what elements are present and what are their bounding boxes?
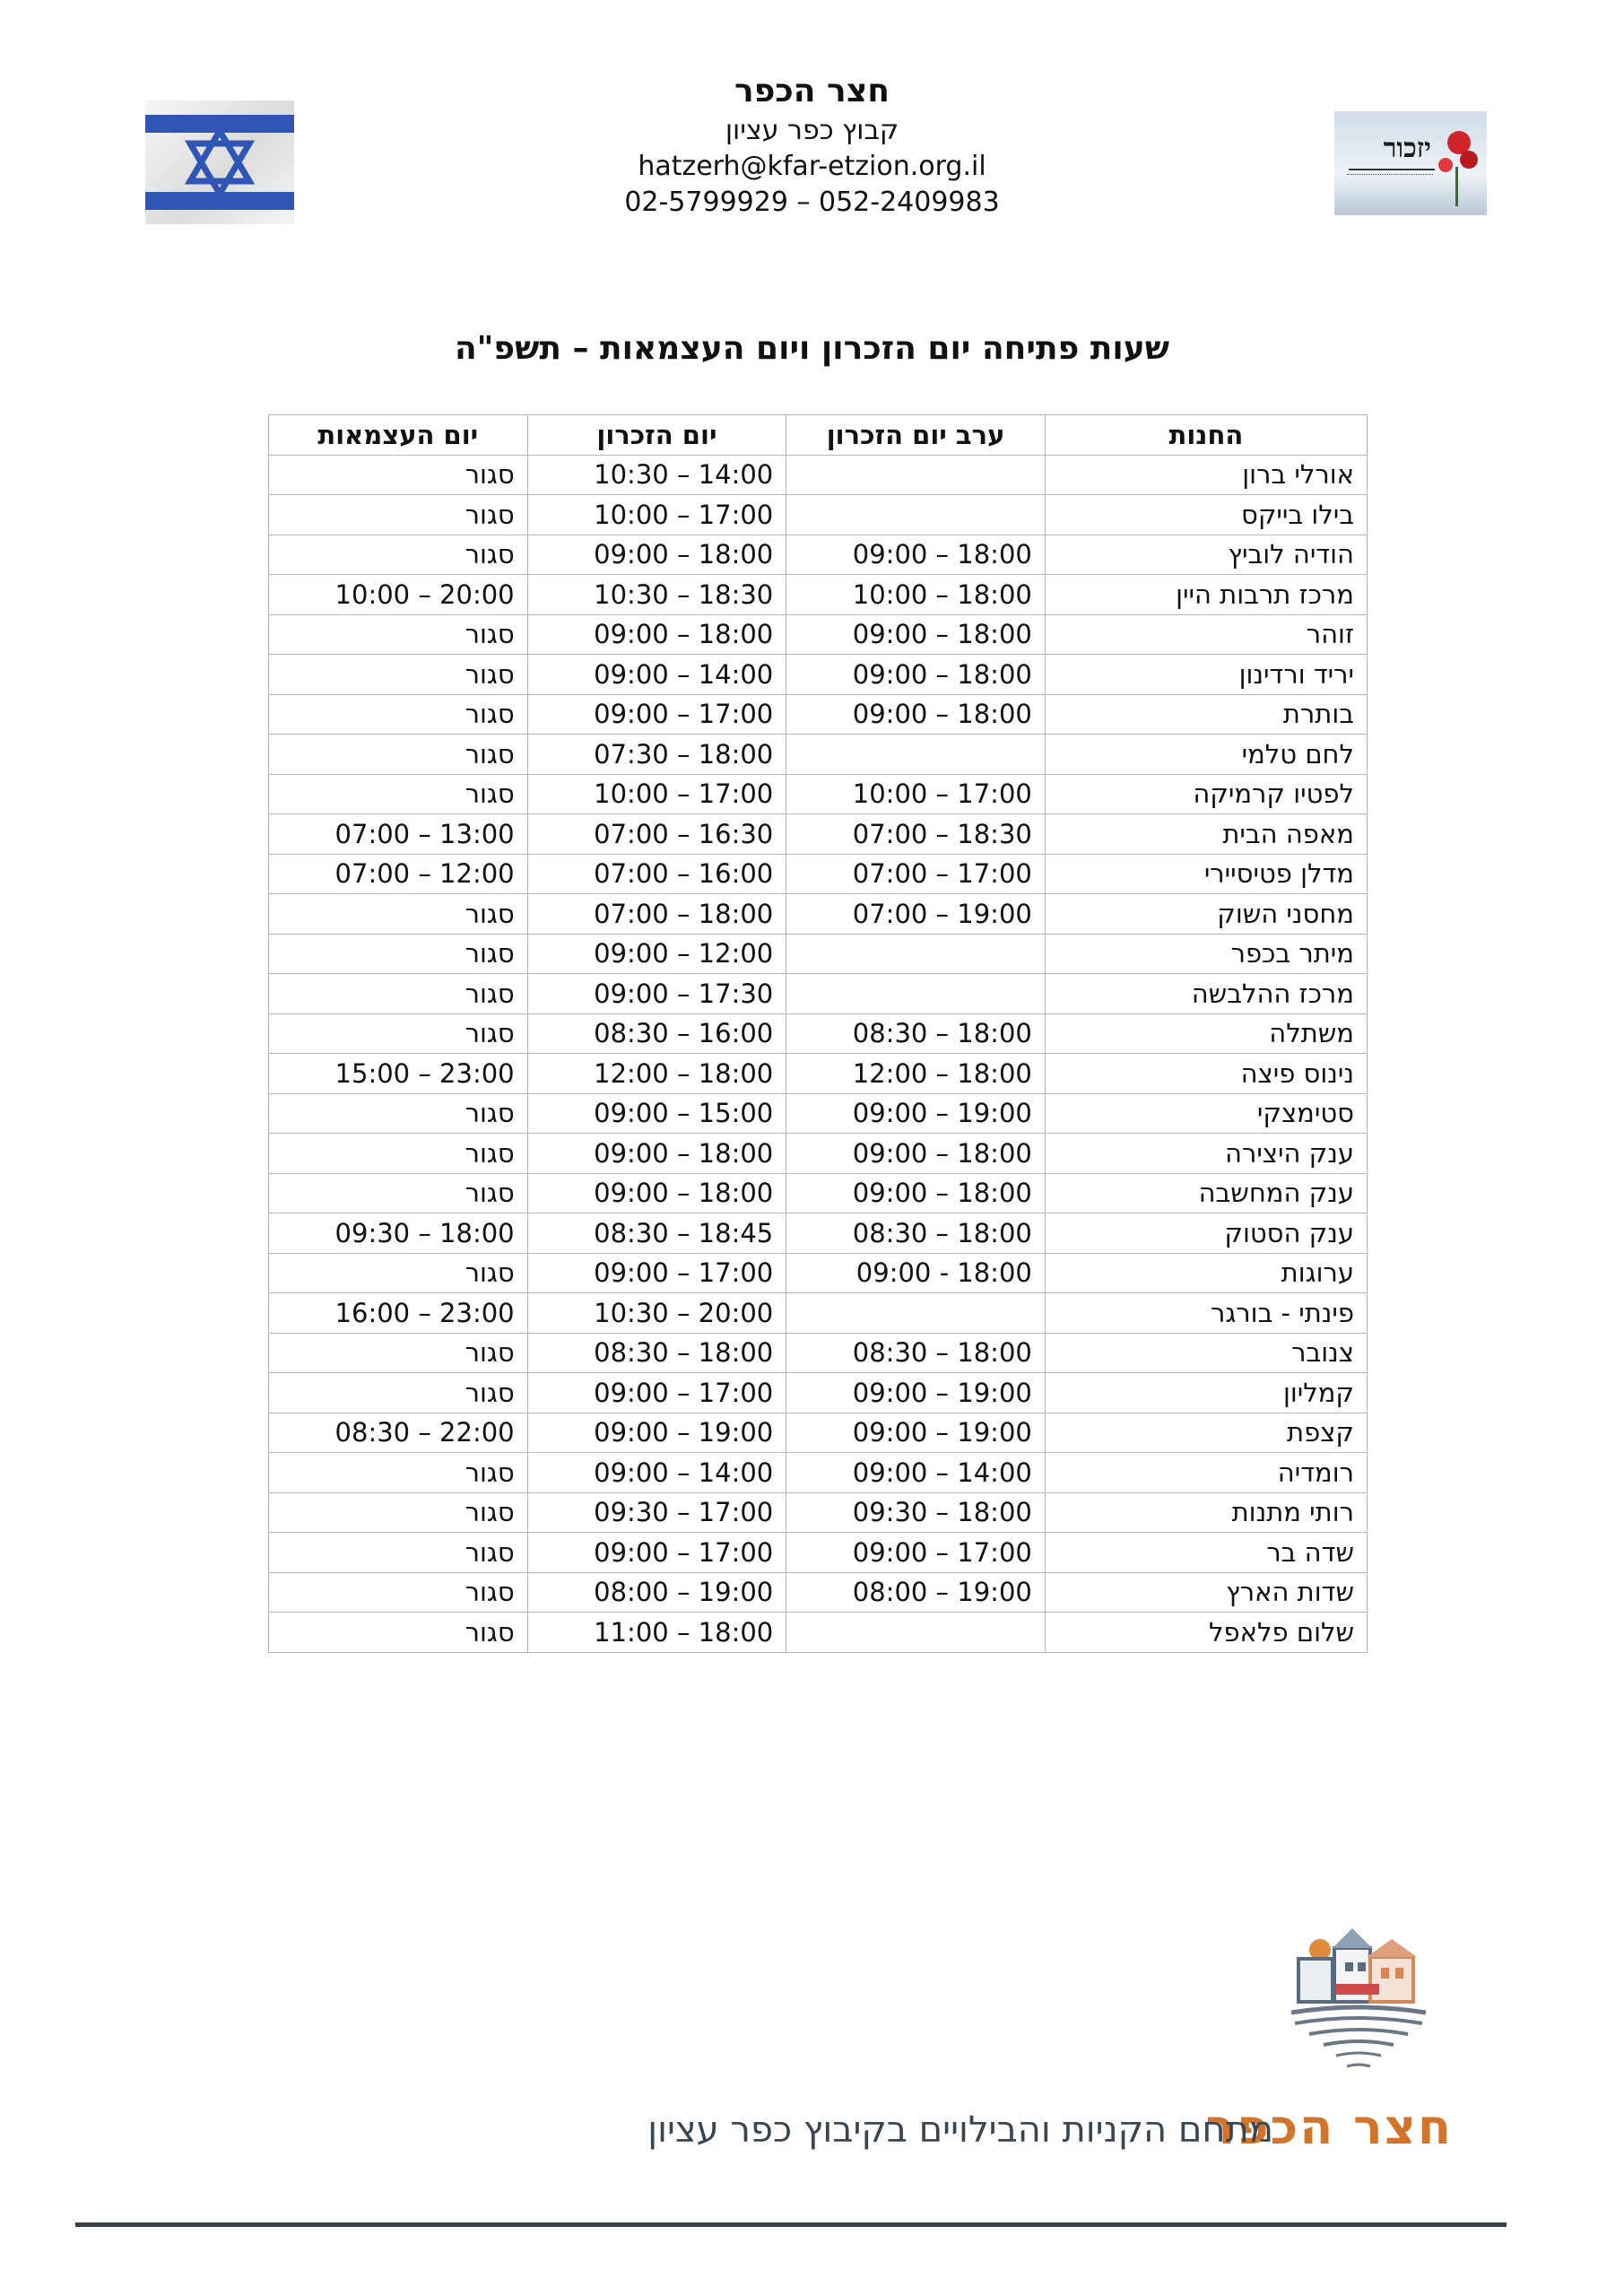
memorial-eve-hours-cell: 07:00 – 18:30 (786, 814, 1046, 855)
store-name-cell: לחם טלמי (1045, 735, 1367, 775)
independence-day-hours-cell: סגור (269, 774, 528, 814)
organization-subtitle: קבוץ כפר עציון (725, 115, 899, 146)
store-name-cell: שדות הארץ (1045, 1572, 1367, 1613)
store-name-cell: אורלי ברון (1045, 455, 1367, 495)
memorial-day-hours-cell: 07:00 – 16:30 (527, 814, 786, 855)
memorial-eve-hours-cell (786, 495, 1046, 535)
independence-day-hours-cell: סגור (269, 735, 528, 775)
memorial-day-hours-cell: 09:00 – 18:00 (527, 614, 786, 655)
table-row (269, 894, 1368, 935)
document-title: שעות פתיחה יום הזכרון ויום העצמאות – תשפ"ה (454, 330, 1170, 367)
memorial-eve-hours-cell: 10:00 – 18:00 (786, 575, 1046, 615)
table-row (269, 1613, 1368, 1653)
memorial-day-hours-cell: 07:30 – 18:00 (527, 735, 786, 775)
table-row (269, 614, 1368, 655)
store-name-cell: סטימצקי (1045, 1093, 1367, 1134)
memorial-eve-hours-cell: 09:30 – 18:00 (786, 1492, 1046, 1533)
independence-day-hours-cell: סגור (269, 495, 528, 535)
store-name-cell: רומדיה (1045, 1453, 1367, 1493)
independence-day-hours-cell: סגור (269, 1173, 528, 1213)
column-header-independence-day: יום העצמאות (269, 415, 528, 456)
table-row (269, 1213, 1368, 1254)
memorial-eve-hours-cell (786, 1613, 1046, 1653)
memorial-eve-hours-cell (786, 934, 1046, 974)
store-name-cell: לפטיו קרמיקה (1045, 774, 1367, 814)
independence-day-hours-cell: סגור (269, 1373, 528, 1413)
store-name-cell: שלום פלאפל (1045, 1613, 1367, 1653)
independence-day-hours-cell: סגור (269, 1134, 528, 1174)
store-name-cell: משתלה (1045, 1013, 1367, 1054)
store-name-cell: רותי מתנות (1045, 1492, 1367, 1533)
table-row (269, 934, 1368, 974)
memorial-day-hours-cell: 10:00 – 17:00 (527, 495, 786, 535)
memorial-day-hours-cell: 10:30 – 20:00 (527, 1293, 786, 1334)
independence-day-hours-cell: סגור (269, 974, 528, 1014)
store-name-cell: בותרת (1045, 694, 1367, 735)
table-row (269, 1173, 1368, 1213)
table-row (269, 974, 1368, 1014)
store-name-cell: קמליון (1045, 1373, 1367, 1413)
independence-day-hours-cell: סגור (269, 655, 528, 695)
column-header-store: החנות (1045, 415, 1367, 456)
table-row (269, 1134, 1368, 1174)
memorial-day-hours-cell: 08:30 – 18:00 (527, 1333, 786, 1373)
column-header-memorial-eve: ערב יום הזכרון (786, 415, 1046, 456)
independence-day-hours-cell: 15:00 – 23:00 (269, 1054, 528, 1094)
memorial-eve-hours-cell: 09:00 – 14:00 (786, 1453, 1046, 1493)
table-row (269, 1333, 1368, 1373)
table-row (269, 694, 1368, 735)
independence-day-hours-cell: 07:00 – 12:00 (269, 854, 528, 894)
memorial-eve-hours-cell: 12:00 – 18:00 (786, 1054, 1046, 1094)
memorial-eve-hours-cell: 09:00 – 18:00 (786, 1173, 1046, 1213)
memorial-eve-hours-cell: 08:00 – 19:00 (786, 1572, 1046, 1613)
store-name-cell: בילו בייקס (1045, 495, 1367, 535)
memorial-day-hours-cell: 09:00 – 12:00 (527, 934, 786, 974)
memorial-day-hours-cell: 09:00 – 18:00 (527, 1134, 786, 1174)
memorial-eve-hours-cell (786, 455, 1046, 495)
independence-day-hours-cell: 07:00 – 13:00 (269, 814, 528, 855)
table-row (269, 1293, 1368, 1334)
footer-divider (75, 2222, 1507, 2227)
table-header-row (269, 415, 1368, 456)
memorial-eve-hours-cell: 09:00 – 18:00 (786, 1134, 1046, 1174)
memorial-eve-hours-cell: 09:00 – 18:00 (786, 694, 1046, 735)
memorial-eve-hours-cell: 09:00 – 19:00 (786, 1413, 1046, 1453)
store-name-cell: מרכז תרבות היין (1045, 575, 1367, 615)
memorial-eve-hours-cell (786, 735, 1046, 775)
memorial-eve-hours-cell: 08:30 – 18:00 (786, 1213, 1046, 1254)
memorial-eve-hours-cell: 09:00 – 18:00 (786, 614, 1046, 655)
yizkor-memorial-image (1334, 111, 1487, 215)
memorial-eve-hours-cell: 09:00 – 19:00 (786, 1093, 1046, 1134)
memorial-eve-hours-cell: 09:00 – 17:00 (786, 1533, 1046, 1573)
organization-email: hatzerh@kfar-etzion.org.il (638, 151, 986, 182)
footer-brand-name: חצר הכפר (1205, 2099, 1453, 2155)
table-row (269, 1093, 1368, 1134)
memorial-day-hours-cell: 12:00 – 18:00 (527, 1054, 786, 1094)
store-name-cell: מדלן פטיסיירי (1045, 854, 1367, 894)
store-name-cell: מחסני השוק (1045, 894, 1367, 935)
memorial-day-hours-cell: 09:00 – 17:00 (527, 694, 786, 735)
opening-hours-table (268, 414, 1368, 1653)
table-row (269, 1572, 1368, 1613)
memorial-day-hours-cell: 08:30 – 16:00 (527, 1013, 786, 1054)
table-row (269, 1013, 1368, 1054)
store-name-cell: זוהר (1045, 614, 1367, 655)
store-name-cell: מיתר בכפר (1045, 934, 1367, 974)
organization-name: חצר הכפר (734, 73, 890, 109)
memorial-day-hours-cell: 09:00 – 17:00 (527, 1373, 786, 1413)
independence-day-hours-cell: סגור (269, 1253, 528, 1293)
independence-day-hours-cell: סגור (269, 1492, 528, 1533)
table-row (269, 735, 1368, 775)
table-row (269, 1253, 1368, 1293)
memorial-eve-hours-cell: 09:00 – 18:00 (786, 535, 1046, 575)
memorial-day-hours-cell: 10:30 – 18:30 (527, 575, 786, 615)
memorial-eve-hours-cell: 07:00 – 17:00 (786, 854, 1046, 894)
memorial-eve-hours-cell: 08:30 – 18:00 (786, 1013, 1046, 1054)
memorial-day-hours-cell: 10:30 – 14:00 (527, 455, 786, 495)
store-name-cell: צנובר (1045, 1333, 1367, 1373)
table-row (269, 1054, 1368, 1094)
store-name-cell: יריד ורדינון (1045, 655, 1367, 695)
memorial-eve-hours-cell: 09:00 – 19:00 (786, 1373, 1046, 1413)
memorial-day-hours-cell: 07:00 – 16:00 (527, 854, 786, 894)
table-row (269, 655, 1368, 695)
hatzer-hakfar-logo (1273, 1912, 1444, 2083)
table-row (269, 1373, 1368, 1413)
store-name-cell: ענק היצירה (1045, 1134, 1367, 1174)
memorial-eve-hours-cell: 09:00 – 18:00 (786, 655, 1046, 695)
memorial-day-hours-cell: 08:00 – 19:00 (527, 1572, 786, 1613)
independence-day-hours-cell: 10:00 – 20:00 (269, 575, 528, 615)
store-name-cell: מרכז ההלבשה (1045, 974, 1367, 1014)
store-name-cell: הודיה לוביץ (1045, 535, 1367, 575)
memorial-day-hours-cell: 09:00 – 18:00 (527, 1173, 786, 1213)
independence-day-hours-cell: סגור (269, 1333, 528, 1373)
independence-day-hours-cell: סגור (269, 694, 528, 735)
table-row (269, 575, 1368, 615)
independence-day-hours-cell: סגור (269, 535, 528, 575)
independence-day-hours-cell: 08:30 – 22:00 (269, 1413, 528, 1453)
independence-day-hours-cell: סגור (269, 1013, 528, 1054)
memorial-eve-hours-cell (786, 1293, 1046, 1334)
memorial-day-hours-cell: 09:00 – 18:00 (527, 535, 786, 575)
memorial-eve-hours-cell: 07:00 – 19:00 (786, 894, 1046, 935)
independence-day-hours-cell: סגור (269, 1613, 528, 1653)
yizkor-word: יזכור (1383, 133, 1431, 164)
store-name-cell: ענק הסטוק (1045, 1213, 1367, 1254)
memorial-eve-hours-cell: 09:00 - 18:00 (786, 1253, 1046, 1293)
memorial-day-hours-cell: 07:00 – 18:00 (527, 894, 786, 935)
memorial-day-hours-cell: 09:30 – 17:00 (527, 1492, 786, 1533)
table-row (269, 854, 1368, 894)
memorial-eve-hours-cell: 08:30 – 18:00 (786, 1333, 1046, 1373)
memorial-day-hours-cell: 09:00 – 19:00 (527, 1413, 786, 1453)
store-name-cell: מאפה הבית (1045, 814, 1367, 855)
footer-tagline-text: מתחם הקניות והבילויים בקיבוץ כפר עציון (647, 2109, 1273, 2151)
independence-day-hours-cell: סגור (269, 934, 528, 974)
store-name-cell: שדה בר (1045, 1533, 1367, 1573)
memorial-day-hours-cell: 09:00 – 17:30 (527, 974, 786, 1014)
independence-day-hours-cell: סגור (269, 894, 528, 935)
memorial-day-hours-cell: 09:00 – 15:00 (527, 1093, 786, 1134)
table-row (269, 535, 1368, 575)
table-row (269, 455, 1368, 495)
memorial-day-hours-cell: 09:00 – 17:00 (527, 1253, 786, 1293)
footer-tagline (647, 2099, 1453, 2170)
independence-day-hours-cell: 09:30 – 18:00 (269, 1213, 528, 1254)
independence-day-hours-cell: סגור (269, 1453, 528, 1493)
store-name-cell: ערוגות (1045, 1253, 1367, 1293)
independence-day-hours-cell: סגור (269, 1093, 528, 1134)
table-row (269, 1453, 1368, 1493)
table-row (269, 1533, 1368, 1573)
organization-phones: 02-5799929 – 052-2409983 (624, 187, 1000, 218)
independence-day-hours-cell: סגור (269, 1572, 528, 1613)
table-row (269, 1492, 1368, 1533)
store-name-cell: ענק המחשבה (1045, 1173, 1367, 1213)
table-row (269, 814, 1368, 855)
table-row (269, 774, 1368, 814)
memorial-day-hours-cell: 09:00 – 14:00 (527, 655, 786, 695)
table-row (269, 1413, 1368, 1453)
independence-day-hours-cell: סגור (269, 1533, 528, 1573)
memorial-eve-hours-cell: 10:00 – 17:00 (786, 774, 1046, 814)
store-name-cell: פינתי - בורגר (1045, 1293, 1367, 1334)
memorial-eve-hours-cell (786, 974, 1046, 1014)
table-row (269, 495, 1368, 535)
store-name-cell: נינוס פיצה (1045, 1054, 1367, 1094)
memorial-day-hours-cell: 10:00 – 17:00 (527, 774, 786, 814)
independence-day-hours-cell: סגור (269, 614, 528, 655)
column-header-memorial-day: יום הזכרון (527, 415, 786, 456)
independence-day-hours-cell: 16:00 – 23:00 (269, 1293, 528, 1334)
memorial-day-hours-cell: 09:00 – 17:00 (527, 1533, 786, 1573)
independence-day-hours-cell: סגור (269, 455, 528, 495)
memorial-day-hours-cell: 08:30 – 18:45 (527, 1213, 786, 1254)
store-name-cell: קצפת (1045, 1413, 1367, 1453)
memorial-day-hours-cell: 11:00 – 18:00 (527, 1613, 786, 1653)
memorial-day-hours-cell: 09:00 – 14:00 (527, 1453, 786, 1493)
